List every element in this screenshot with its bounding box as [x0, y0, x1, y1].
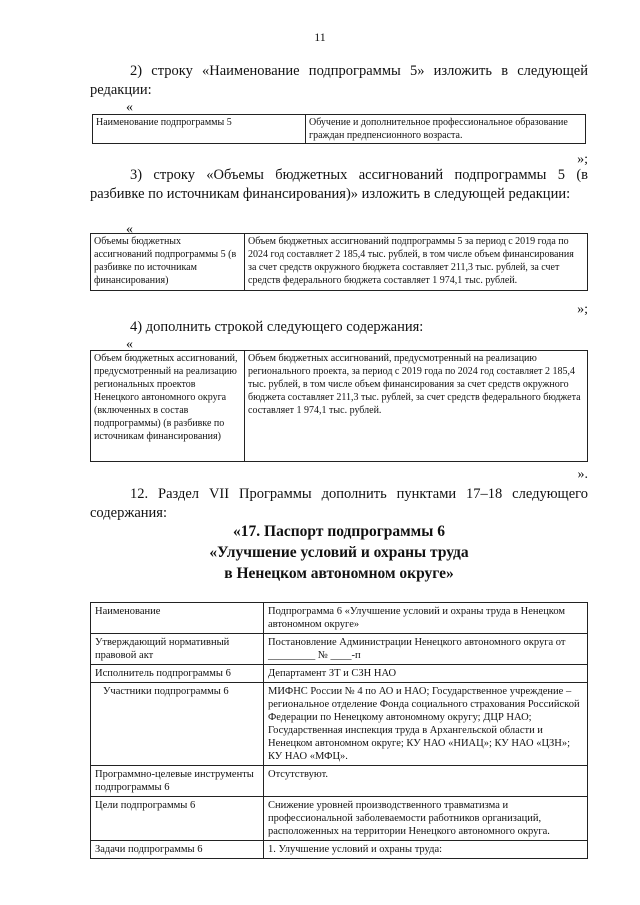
quote-close-2: »; [577, 302, 588, 317]
passport-label-tasks: Задачи подпрограммы 6 [91, 841, 264, 859]
passport-value-tasks: 1. Улучшение условий и охраны труда: [264, 841, 588, 859]
passport-value-name: Подпрограмма 6 «Улучшение условий и охраны труда в Ненецком автономном округе» [264, 603, 588, 634]
passport-label-participants: Участники подпрограммы 6 [91, 683, 264, 766]
table-row [91, 634, 588, 665]
passport-value-executor: Департамент ЗТ и СЗН НАО [264, 665, 588, 683]
table-row [91, 603, 588, 634]
passport-heading-line-1: «17. Паспорт подпрограммы 6 [233, 523, 445, 540]
quote-open-1: « [126, 100, 133, 115]
item-3-text: 3) строку «Объемы бюджетных ассигнований подпрограммы 5 (в разбивке по источникам финансирования)» изложить в следующей редакции: [90, 167, 588, 202]
passport-value-act: Постановление Администрации Ненецкого автономного округа от _________ № ____-п [264, 634, 588, 665]
passport-value-instruments: Отсутствуют. [264, 766, 588, 797]
passport-label-goals: Цели подпрограммы 6 [91, 797, 264, 841]
passport-heading-line-3: в Ненецком автономном округе» [224, 565, 454, 582]
table-regional-projects [90, 350, 588, 462]
table-row [91, 841, 588, 859]
table-cell-label: Объемы бюджетных ассигнований подпрограммы 5 (в разбивке по источникам финансирования) [91, 234, 245, 291]
table-row [91, 665, 588, 683]
table-cell-value: Объем бюджетных ассигнований, предусмотренный на реализацию регионального проекта, за период с 2019 года по 2024 год составляет 2 185,4 тыс. рублей, в том числе объем финансирования за счет средств окружного бюджета составляет 211,3 тыс. рублей, за счет средств федерального бюджета составляет 1 974,1 тыс. рублей. [245, 351, 588, 462]
table-cell-value: Обучение и дополнительное профессиональное образование граждан предпенсионного возраста. [306, 115, 586, 144]
passport-label-name: Наименование [91, 603, 264, 634]
page-number: 11 [314, 30, 326, 44]
passport-value-goals: Снижение уровней производственного травматизма и профессиональной заболеваемости работников организаций, расположенных на территории Ненецкого автономного округа. [264, 797, 588, 841]
item-12-text: 12. Раздел VII Программы дополнить пунктами 17–18 следующего содержания: [90, 486, 588, 521]
item-4-text: 4) дополнить строкой следующего содержания: [130, 319, 424, 335]
table-cell-label: Наименование подпрограммы 5 [93, 115, 306, 144]
table-row [91, 234, 588, 291]
passport-label-instruments: Программно-целевые инструменты подпрограммы 6 [91, 766, 264, 797]
passport-heading-line-2: «Улучшение условий и охраны труда [209, 544, 469, 561]
table-row [93, 115, 586, 144]
table-row [91, 351, 588, 462]
table-budget-volumes [90, 233, 588, 291]
table-cell-label: Объем бюджетных ассигнований, предусмотренный на реализацию региональных проектов Ненецкого автономного округа (включенных в состав подпрограммы) (в разбивке по источникам финансирования) [91, 351, 245, 462]
table-row [91, 766, 588, 797]
passport-value-participants: МИФНС России № 4 по АО и НАО; Государственное учреждение – региональное отделение Фонда социального страхования Российской Федерации по Ненецкому автономному округу; ДЦР НАО; Государственная инспекция труда в Архангельской области и Ненецком автономном округе; КУ НАО «НИАЦ»; КУ НАО «ЦЗН»; КУ НАО «МФЦ». [264, 683, 588, 766]
table-row [91, 797, 588, 841]
quote-open-2: « [126, 222, 133, 237]
table-row [91, 683, 588, 766]
passport-table [90, 602, 588, 859]
passport-label-act: Утверждающий нормативный правовой акт [91, 634, 264, 665]
quote-close-3: ». [577, 467, 588, 482]
quote-close-1: »; [577, 152, 588, 167]
item-2-text: 2) строку «Наименование подпрограммы 5» изложить в следующей редакции: [90, 63, 588, 98]
quote-open-3: « [126, 337, 133, 352]
passport-label-executor: Исполнитель подпрограммы 6 [91, 665, 264, 683]
table-subprogram-name [92, 114, 586, 144]
table-cell-value: Объем бюджетных ассигнований подпрограммы 5 за период с 2019 года по 2024 год составляет 2 185,4 тыс. рублей, в том числе объем финансирования за счет средств окружного бюджета составляет 211,3 тыс. рублей, за счет средств федерального бюджета составляет 1 974,1 тыс. рублей. [245, 234, 588, 291]
